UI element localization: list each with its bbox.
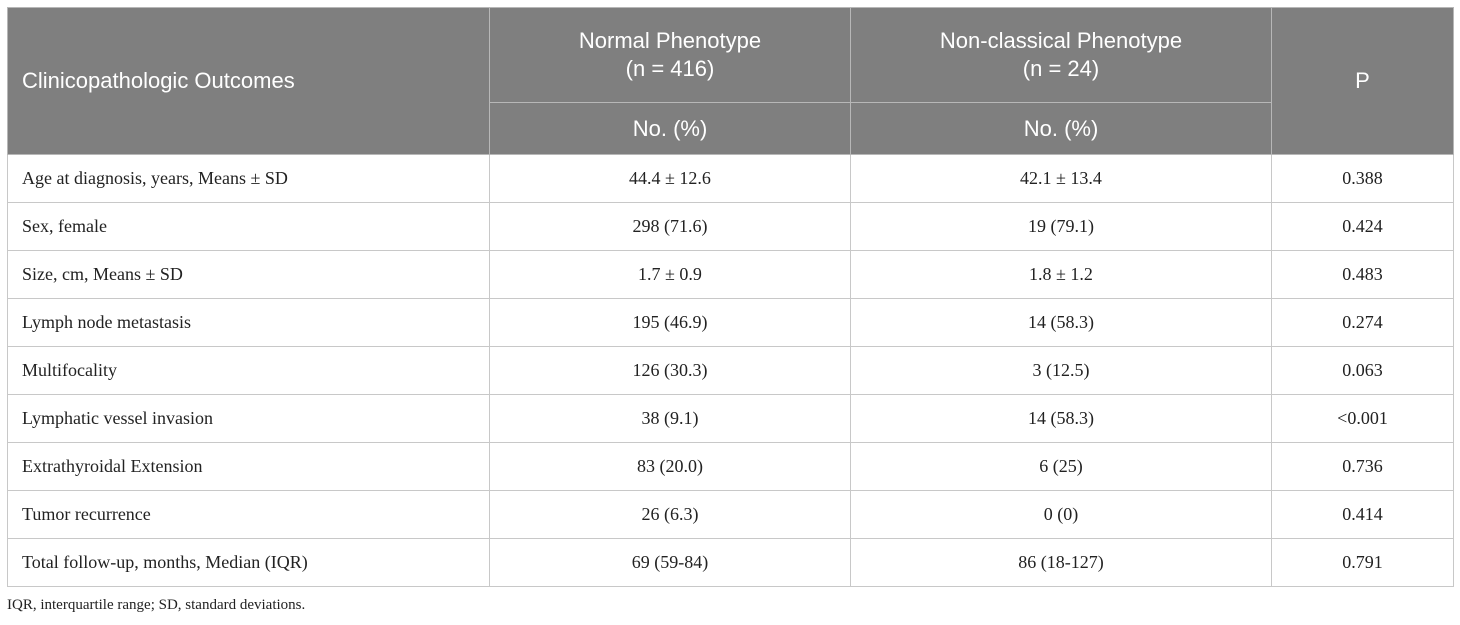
row-label: Lymphatic vessel invasion — [8, 395, 490, 443]
row-label: Lymph node metastasis — [8, 299, 490, 347]
header-nonclassical-phenotype — [851, 8, 1272, 103]
row-label: Tumor recurrence — [8, 491, 490, 539]
cell-normal: 44.4 ± 12.6 — [490, 155, 851, 203]
cell-nonclassical: 3 (12.5) — [851, 347, 1272, 395]
cell-p: 0.274 — [1272, 299, 1454, 347]
cell-p: <0.001 — [1272, 395, 1454, 443]
header-nonclassical-sub: No. (%) — [851, 103, 1272, 155]
cell-p: 0.414 — [1272, 491, 1454, 539]
table-header — [8, 8, 1454, 155]
header-p: P — [1272, 8, 1454, 155]
table-row — [8, 347, 1454, 395]
cell-normal: 1.7 ± 0.9 — [490, 251, 851, 299]
table-row — [8, 539, 1454, 587]
row-label: Multifocality — [8, 347, 490, 395]
cell-normal: 38 (9.1) — [490, 395, 851, 443]
table-row — [8, 395, 1454, 443]
cell-p: 0.388 — [1272, 155, 1454, 203]
cell-nonclassical: 14 (58.3) — [851, 299, 1272, 347]
header-normal-title: Normal Phenotype — [578, 28, 762, 53]
table-row — [8, 251, 1454, 299]
cell-normal: 298 (71.6) — [490, 203, 851, 251]
header-nonclassical-n: (n = 24) — [1022, 56, 1100, 81]
cell-p: 0.736 — [1272, 443, 1454, 491]
cell-p: 0.424 — [1272, 203, 1454, 251]
cell-nonclassical: 42.1 ± 13.4 — [851, 155, 1272, 203]
table-row — [8, 491, 1454, 539]
cell-normal: 69 (59-84) — [490, 539, 851, 587]
cell-nonclassical: 19 (79.1) — [851, 203, 1272, 251]
table-footnote: IQR, interquartile range; SD, standard deviations. — [7, 597, 306, 613]
cell-normal: 83 (20.0) — [490, 443, 851, 491]
row-label: Total follow-up, months, Median (IQR) — [8, 539, 490, 587]
cell-normal: 26 (6.3) — [490, 491, 851, 539]
cell-nonclassical: 14 (58.3) — [851, 395, 1272, 443]
cell-normal: 195 (46.9) — [490, 299, 851, 347]
header-normal-phenotype — [490, 8, 851, 103]
header-nonclassical-title: Non-classical Phenotype — [939, 28, 1183, 53]
header-normal-n: (n = 416) — [625, 56, 715, 81]
header-outcomes: Clinicopathologic Outcomes — [8, 8, 490, 155]
row-label: Sex, female — [8, 203, 490, 251]
row-label: Age at diagnosis, years, Means ± SD — [8, 155, 490, 203]
cell-p: 0.063 — [1272, 347, 1454, 395]
cell-p: 0.483 — [1272, 251, 1454, 299]
cell-nonclassical: 86 (18-127) — [851, 539, 1272, 587]
cell-normal: 126 (30.3) — [490, 347, 851, 395]
header-row-main — [8, 8, 1454, 103]
table-row — [8, 299, 1454, 347]
cell-nonclassical: 0 (0) — [851, 491, 1272, 539]
cell-nonclassical: 1.8 ± 1.2 — [851, 251, 1272, 299]
results-table — [7, 7, 1454, 587]
table-body — [8, 155, 1454, 587]
header-normal-sub: No. (%) — [490, 103, 851, 155]
cell-nonclassical: 6 (25) — [851, 443, 1272, 491]
table-row — [8, 155, 1454, 203]
table-row — [8, 203, 1454, 251]
cell-p: 0.791 — [1272, 539, 1454, 587]
row-label: Extrathyroidal Extension — [8, 443, 490, 491]
table-row — [8, 443, 1454, 491]
row-label: Size, cm, Means ± SD — [8, 251, 490, 299]
